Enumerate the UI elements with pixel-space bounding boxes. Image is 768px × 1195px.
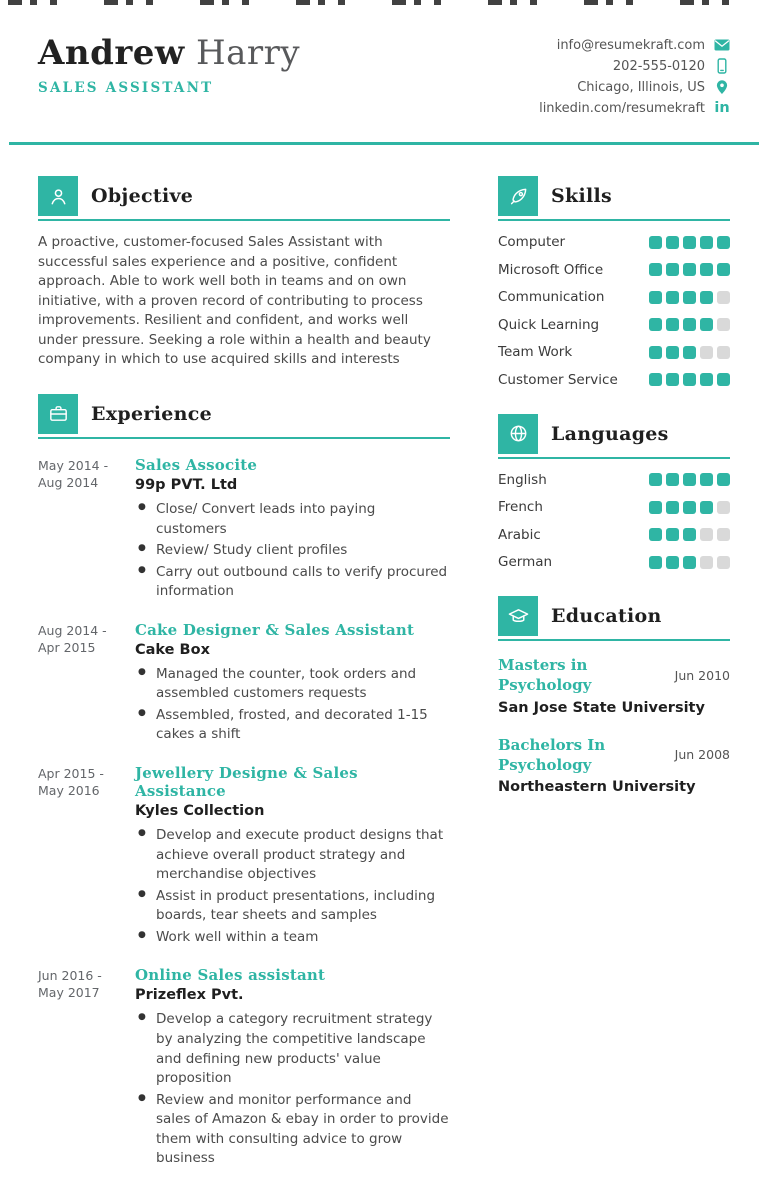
experience-bullet: ● Review/ Study client profiles: [135, 541, 450, 561]
experience-bullet: ● Carry out outbound calls to verify procured information: [135, 563, 450, 602]
education-entry: [498, 655, 730, 716]
skill-row: [498, 372, 730, 388]
language-row-label: German: [498, 554, 553, 570]
rating-square: [666, 318, 679, 331]
date-line: May 2014 -: [38, 457, 109, 473]
rating-square: [700, 373, 713, 386]
skill-row: [498, 234, 730, 250]
education-school: San Jose State University: [498, 699, 705, 716]
experience-company: Cake Box: [135, 641, 210, 658]
rating-square: [666, 236, 679, 249]
resume-body: [0, 145, 768, 1195]
experience-details: [135, 966, 450, 1171]
section-title-education: Education: [551, 605, 662, 627]
skills-list: [498, 234, 730, 388]
rating-square: [649, 346, 662, 359]
rating-squares: [649, 501, 730, 514]
education-section-header: [498, 596, 730, 636]
rating-squares: [649, 291, 730, 304]
email-icon: [714, 37, 730, 53]
education-date: Jun 2010: [674, 667, 730, 683]
rating-square: [683, 346, 696, 359]
date-line: Jun 2016 -: [38, 968, 102, 984]
rating-square: [683, 556, 696, 569]
experience-bullet: ● Assist in product presentations, including boards, tear sheets and samples: [135, 887, 450, 926]
rating-square: [700, 318, 713, 331]
language-row-label: Arabic: [498, 526, 541, 543]
experience-bullet: ● Review and monitor performance and sales of Amazon & ebay in order to provide them with consulting advice to grow business: [135, 1091, 450, 1169]
rating-square: [666, 501, 679, 514]
rating-square: [717, 501, 730, 514]
rating-square: [700, 556, 713, 569]
rating-square: [649, 473, 662, 486]
language-row-label: English: [498, 471, 547, 488]
rating-square: [717, 528, 730, 541]
experience-bullets: [135, 1010, 450, 1169]
rating-square: [649, 556, 662, 569]
first-name: Andrew: [38, 33, 185, 73]
date-line: May 2017: [38, 985, 100, 1001]
briefcase-icon: [38, 394, 78, 434]
rating-squares: [649, 556, 730, 569]
education-date: Jun 2008: [674, 747, 730, 763]
rating-square: [717, 291, 730, 304]
section-rule: [498, 219, 730, 221]
rating-square: [666, 556, 679, 569]
experience-bullets: [135, 665, 450, 745]
rating-square: [683, 501, 696, 514]
experience-dates: [38, 966, 135, 1171]
contact-row: [539, 79, 730, 95]
section-rule: [498, 639, 730, 641]
experience-bullet: ● Develop a category recruitment strategy by analyzing the competitive landscape and defining new products' value proposition: [135, 1010, 450, 1088]
rocket-icon: [498, 176, 538, 216]
skill-row-label: Computer: [498, 234, 566, 250]
experience-bullets: [135, 826, 450, 947]
experience-role: Online Sales assistant: [135, 966, 326, 985]
rating-square: [700, 473, 713, 486]
experience-entry: [38, 966, 450, 1171]
skill-row: [498, 317, 730, 333]
rating-square: [683, 373, 696, 386]
experience-company: Kyles Collection: [135, 803, 265, 819]
language-row: [498, 527, 730, 543]
rating-square: [649, 263, 662, 276]
rating-square: [649, 528, 662, 541]
rating-square: [666, 291, 679, 304]
experience-company: Prizeflex Pvt.: [135, 987, 244, 1004]
rating-square: [683, 473, 696, 486]
experience-bullet: ● Assembled, frosted, and decorated 1-15 cakes a shift: [135, 706, 450, 745]
experience-dates: [38, 764, 135, 949]
contact-text: Chicago, Illinois, US: [577, 79, 705, 95]
rating-square: [666, 473, 679, 486]
location-icon: [714, 79, 730, 95]
date-line: May 2016: [38, 782, 100, 798]
experience-bullet: ● Close/ Convert leads into paying customers: [135, 500, 450, 539]
experience-bullets: [135, 500, 450, 602]
experience-role: Jewellery Designe & Sales Assistance: [135, 764, 358, 800]
resume-header: [0, 5, 768, 142]
right-column: [498, 176, 730, 1195]
rating-square: [649, 318, 662, 331]
contact-row: [539, 58, 730, 74]
rating-square: [717, 556, 730, 569]
experience-section: [38, 394, 450, 1171]
language-row: [498, 499, 730, 515]
rating-squares: [649, 346, 730, 359]
rating-square: [683, 528, 696, 541]
language-row-label: French: [498, 499, 543, 515]
rating-square: [717, 473, 730, 486]
education-degree: Bachelors In Psychology: [498, 735, 606, 774]
globe-icon: [498, 414, 538, 454]
date-line: Apr 2015 -: [38, 766, 104, 781]
experience-details: [135, 621, 450, 747]
left-column: [38, 176, 450, 1195]
experience-section-header: [38, 394, 450, 434]
rating-square: [649, 236, 662, 249]
experience-bullet: ● Managed the counter, took orders and assembled customers requests: [135, 665, 450, 704]
experience-details: [135, 456, 450, 604]
graduation-cap-icon: [498, 596, 538, 636]
experience-bullet: ● Develop and execute product designs that achieve overall product strategy and merchandise objectives: [135, 826, 450, 885]
experience-role: Cake Designer & Sales Assistant: [135, 620, 415, 639]
linkedin-icon: in: [714, 99, 730, 116]
person-icon: [38, 176, 78, 216]
skill-row: [498, 289, 730, 305]
skill-row-label: Customer Service: [498, 371, 618, 388]
skills-section-header: [498, 176, 730, 216]
date-line: Apr 2015: [38, 639, 96, 655]
experience-entry: [38, 456, 450, 604]
rating-square: [649, 291, 662, 304]
objective-text: A proactive, customer-focused Sales Assistant with successful sales experience and a positive, confident approach. Able to work well both in teams and on own initiative, with a proven record of contributing to process improvements. Resilient and confident, and works well under pressure. Seeking a role within a health and beauty company in which to use acquired skills and interests: [38, 234, 431, 368]
contact-row: [539, 100, 730, 116]
section-title-languages: Languages: [551, 422, 669, 445]
section-title-experience: Experience: [91, 402, 212, 425]
rating-square: [666, 528, 679, 541]
skill-row: [498, 344, 730, 360]
experience-role: Sales Associte: [135, 455, 258, 474]
objective-section-header: [38, 176, 450, 216]
rating-square: [717, 263, 730, 276]
rating-squares: [649, 528, 730, 541]
rating-square: [717, 346, 730, 359]
date-line: Aug 2014 -: [38, 622, 107, 638]
education-entry-header: [498, 735, 730, 776]
rating-square: [666, 373, 679, 386]
education-school: Northeastern University: [498, 779, 696, 795]
phone-icon: [714, 58, 730, 74]
section-title-skills: Skills: [551, 185, 613, 207]
rating-squares: [649, 473, 730, 486]
rating-square: [700, 528, 713, 541]
education-degree: Masters in Psychology: [498, 656, 592, 695]
skill-row-label: Communication: [498, 289, 605, 305]
education-list: [498, 655, 730, 795]
section-title-objective: Objective: [91, 185, 194, 207]
identity-block: [38, 35, 300, 142]
contact-text: 202-555-0120: [612, 58, 705, 74]
skill-row: [498, 262, 730, 278]
languages-section-header: [498, 414, 730, 454]
rating-square: [683, 263, 696, 276]
rating-square: [717, 373, 730, 386]
contact-text: info@resumekraft.com: [556, 37, 705, 53]
section-rule: [38, 437, 450, 439]
rating-squares: [649, 318, 730, 331]
contact-row: [539, 37, 730, 53]
experience-dates: [38, 456, 135, 604]
experience-bullet: ● Work well within a team: [135, 928, 450, 948]
rating-square: [666, 263, 679, 276]
rating-square: [683, 236, 696, 249]
rating-square: [717, 236, 730, 249]
experience-entry: [38, 621, 450, 747]
skill-row-label: Team Work: [498, 344, 573, 360]
rating-squares: [649, 263, 730, 276]
experience-dates: [38, 621, 135, 747]
candidate-name: [38, 35, 300, 72]
contact-text: linkedin.com/resumekraft: [539, 100, 705, 116]
language-row: [498, 554, 730, 570]
objective-section: [38, 176, 450, 370]
job-title: SALES ASSISTANT: [38, 80, 214, 97]
language-row: [498, 472, 730, 488]
section-rule: [498, 457, 730, 459]
rating-squares: [649, 236, 730, 249]
skill-row-label: Quick Learning: [498, 316, 600, 333]
section-rule: [38, 219, 450, 221]
contact-info: [539, 37, 730, 142]
rating-square: [700, 263, 713, 276]
skill-row-label: Microsoft Office: [498, 261, 604, 278]
rating-square: [666, 346, 679, 359]
languages-list: [498, 472, 730, 571]
experience-company: 99p PVT. Ltd: [135, 476, 238, 493]
rating-square: [700, 236, 713, 249]
rating-square: [717, 318, 730, 331]
experience-entry: [38, 764, 450, 949]
rating-square: [683, 291, 696, 304]
last-name: Harry: [196, 33, 301, 73]
rating-square: [649, 373, 662, 386]
rating-square: [683, 318, 696, 331]
rating-square: [700, 501, 713, 514]
experience-list: [38, 456, 450, 1171]
skills-section: [498, 176, 730, 388]
languages-section: [498, 414, 730, 571]
date-line: Aug 2014: [38, 474, 99, 490]
experience-details: [135, 764, 450, 949]
rating-square: [649, 501, 662, 514]
education-entry: [498, 735, 730, 796]
education-section: [498, 596, 730, 795]
education-entry-header: [498, 655, 730, 696]
rating-squares: [649, 373, 730, 386]
rating-square: [700, 291, 713, 304]
rating-square: [700, 346, 713, 359]
